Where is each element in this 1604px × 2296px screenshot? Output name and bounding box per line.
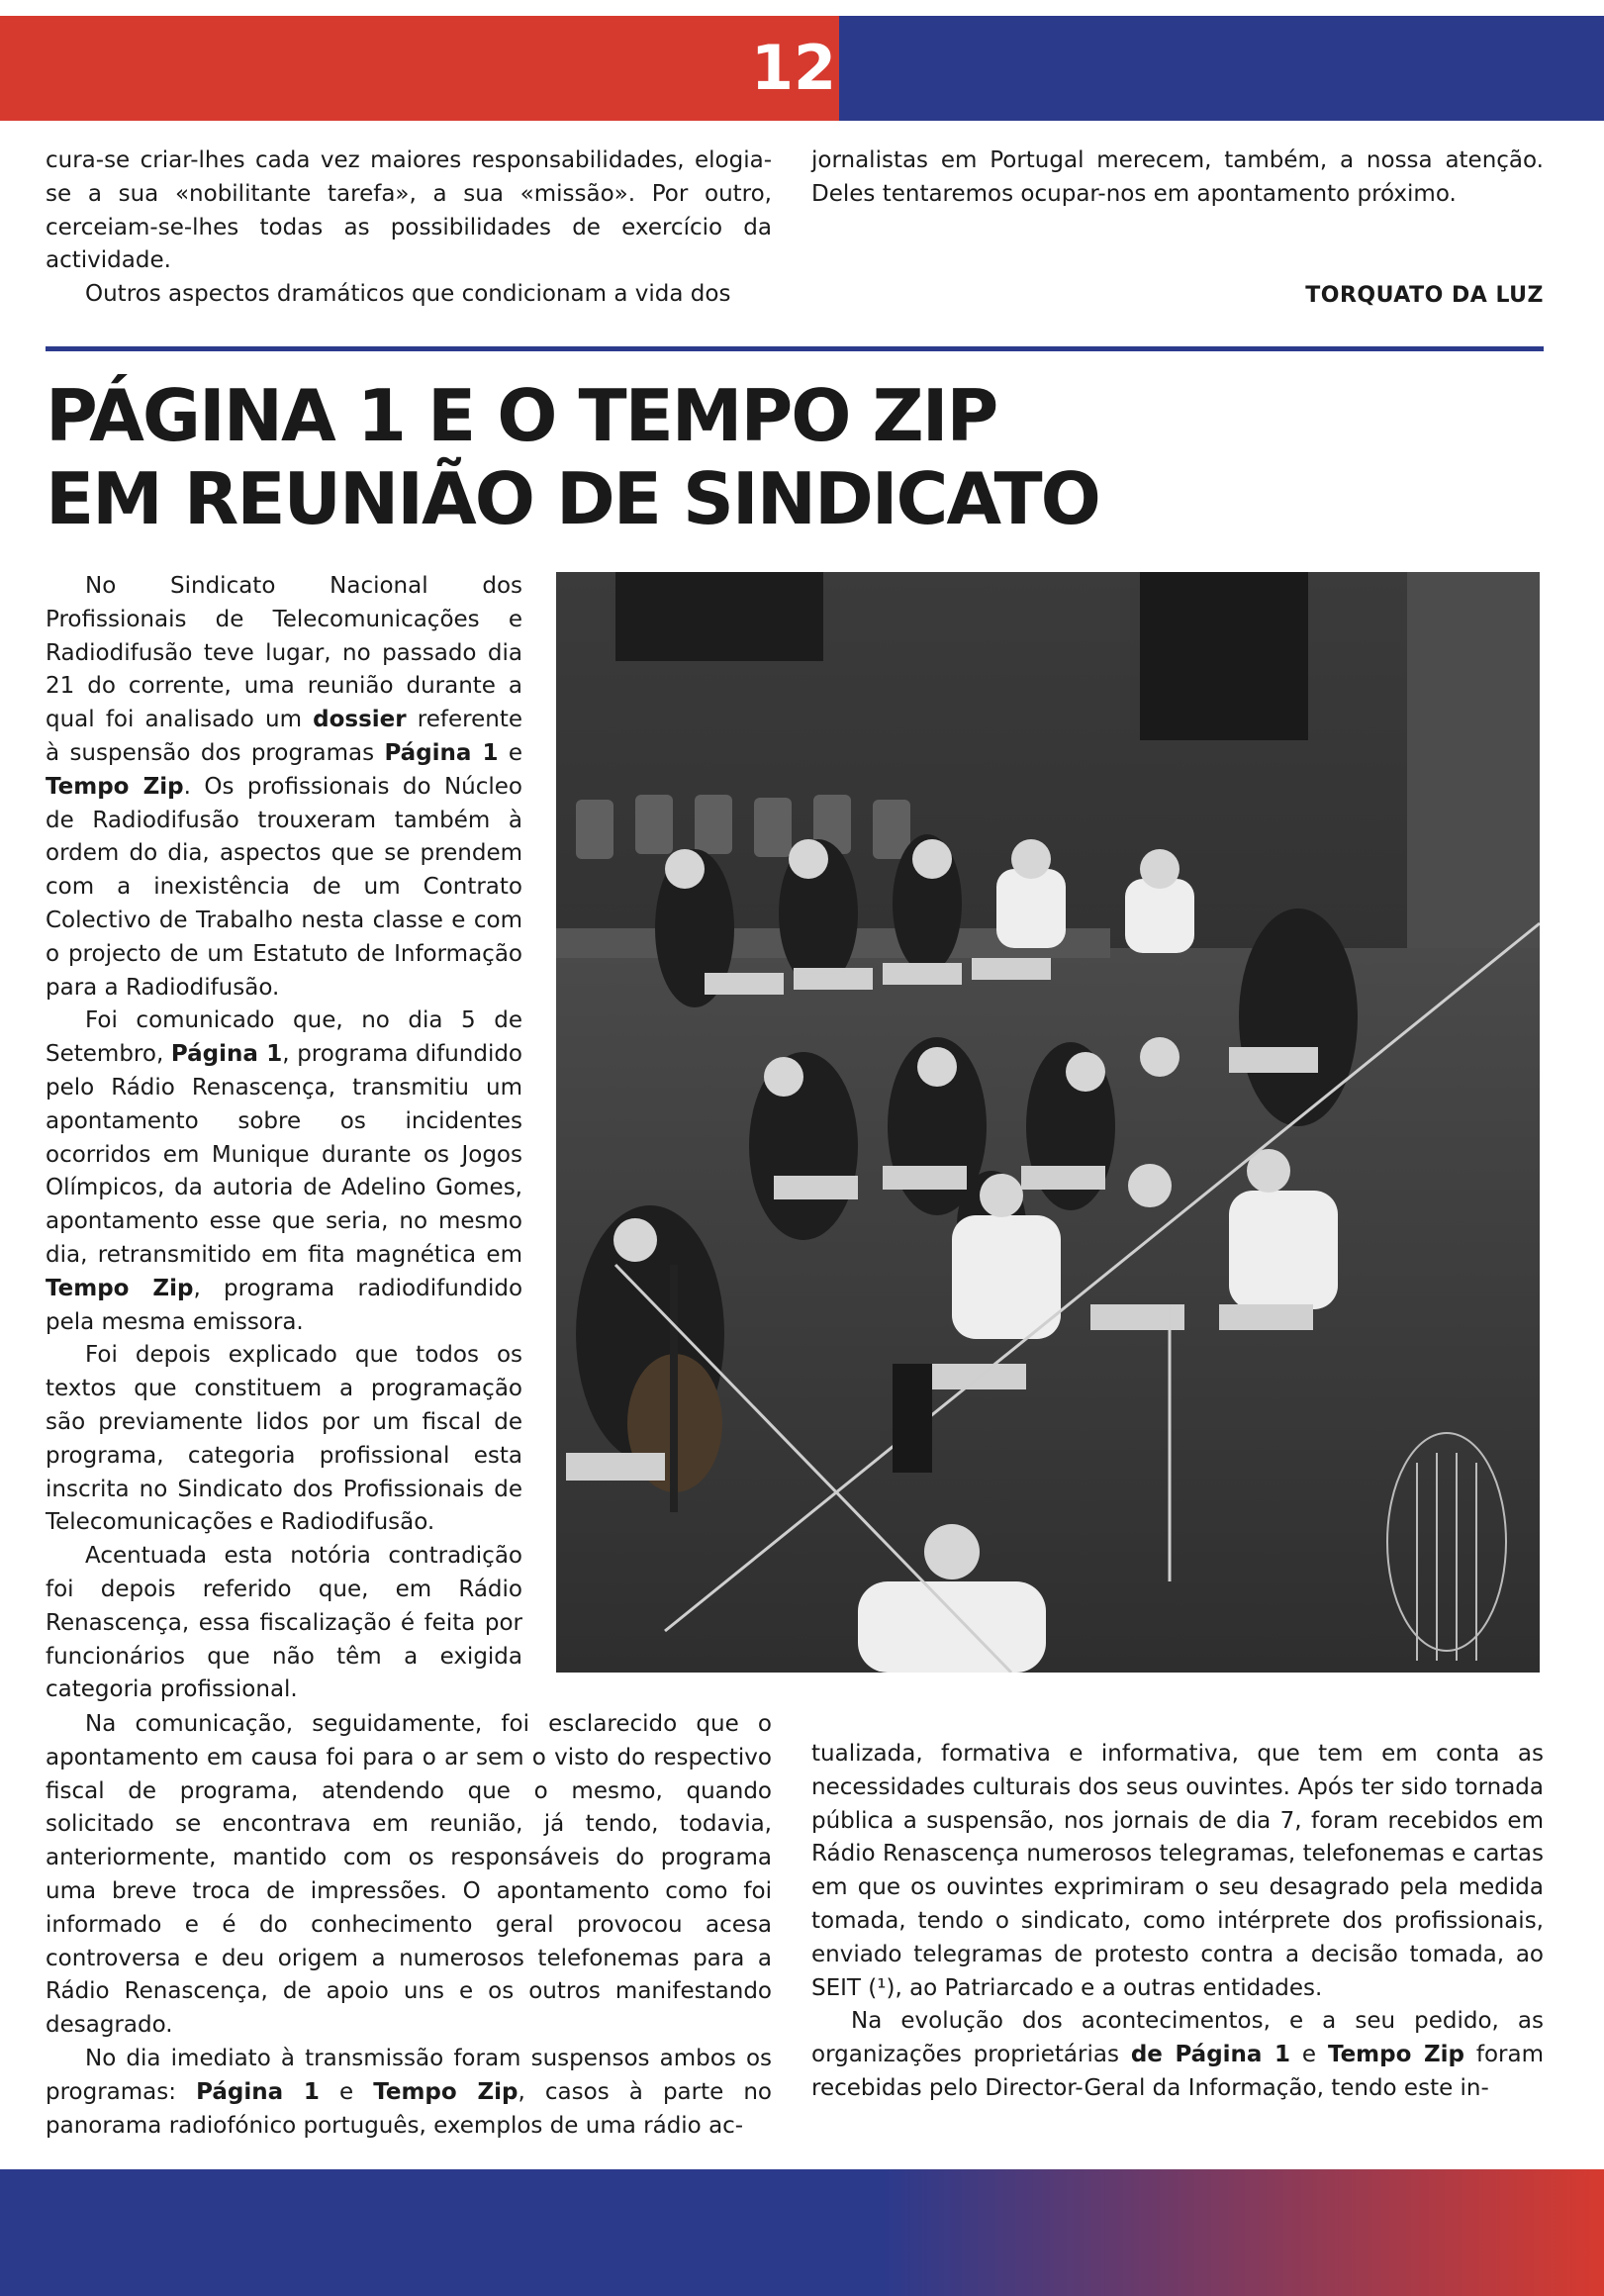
bold-run: Página 1	[384, 739, 499, 766]
article-left-column	[46, 570, 522, 1707]
orchestra-photo-illustration	[556, 572, 1540, 1673]
text-run: e	[319, 2078, 374, 2105]
paragraph	[811, 2005, 1544, 2105]
bold-run: Página 1	[196, 2078, 320, 2105]
article-right-column	[811, 1738, 1544, 2106]
footer-bar	[0, 2169, 1604, 2296]
top-right-column	[811, 144, 1544, 212]
bold-run: Tempo Zip	[373, 2078, 519, 2105]
text-run: e	[1290, 2042, 1328, 2068]
headline-line-2: EM REUNIÃO DE SINDICATO	[46, 457, 1099, 540]
header-bar-blue	[839, 16, 1604, 121]
article-headline	[46, 374, 1332, 540]
paragraph: Acentuada esta notória contradição foi depois referido que, em Rádio Renascença, essa fiscalização é feita por funcionários que não têm a exigida categoria profissional.	[46, 1543, 522, 1703]
text-run: No Sindicato Nacional dos Profissionais de Telecomunicações e Radiodifusão teve lugar, no passado dia 21 do corrente, uma reunião durante a qual foi analisado um	[46, 573, 522, 733]
paragraph: cura-se criar-lhes cada vez maiores responsabilidades, elogia-se a sua «nobilitante tarefa», a sua «missão». Por outro, cerceiam-se-lhes todas as possibilidades de exercício da actividade.	[46, 147, 772, 274]
paragraph: Na comunicação, seguidamente, foi esclarecido que o apontamento em causa foi para o ar sem o visto do respectivo fiscal de programa, atendendo que o mesmo, quando solicitado se encontrava em reunião, já tendo, todavia, anteriormente, mantido com os responsáveis do programa uma breve troca de impressões. O apontamento como foi informado e é do conhecimento geral provocou acesa controversa e deu origem a numerosos telefonemas para a Rádio Renascença, de apoio uns e os outros manifestando desagrado.	[46, 1711, 772, 2039]
paragraph: tualizada, formativa e informativa, que tem em conta as necessidades culturais dos seus ouvintes. Após ter sido tornada pública a suspensão, nos jornais de dia 7, foram recebidos em Rádio Renascença numerosos telegramas, telefonemas e cartas em que os ouvintes exprimiram o seu desagrado pela medida tomada, tendo o sindicato, como intérprete dos profissionais, enviado telegramas de protesto contra a decisão tomada, ao SEIT (¹), ao Patriarcado e a outras entidades.	[811, 1741, 1544, 2001]
text-run: , programa difundido pelo Rádio Renascença, transmitiu um apontamento sobre os incidentes ocorridos em Munique durante os Jogos Olímpicos, da autoria de Adelino Gomes, apontamento esse que seria, no mesmo dia, retransmitido em fita magnética em	[46, 1041, 523, 1268]
bold-run: Tempo Zip	[1327, 2042, 1464, 2068]
headline-line-1: PÁGINA 1 E O TEMPO ZIP	[46, 374, 997, 457]
bold-run: dossier	[313, 707, 407, 733]
header-bar-red	[0, 16, 839, 121]
bold-run: de Página 1	[1130, 2042, 1291, 2068]
paragraph	[46, 1004, 522, 1339]
author-byline: TORQUATO DA LUZ	[1305, 283, 1544, 308]
bold-run: Tempo Zip	[46, 1275, 194, 1301]
article-left-continued	[46, 1708, 772, 2143]
paragraph: Outros aspectos dramáticos que condicionam a vida dos	[85, 281, 731, 308]
bold-run: Tempo Zip	[46, 773, 184, 800]
text-run: , casos à parte no panorama radiofónico português, exemplos de uma rádio ac-	[46, 2078, 772, 2139]
paragraph	[46, 2043, 772, 2143]
text-run: , programa radiodifundido pela mesma emissora.	[46, 1275, 523, 1335]
page-number: 12	[750, 32, 837, 104]
top-left-column	[46, 144, 772, 312]
text-run: referente à suspensão dos programas	[46, 707, 522, 766]
section-divider	[46, 346, 1544, 351]
text-run: e	[498, 739, 523, 766]
text-run: . Os profissionais do Núcleo de Radiodifusão trouxeram também à ordem do dia, aspectos que se prendem com a inexistência de um Contrato Colectivo de Trabalho nesta classe e com o projecto de um Estatuto de Informação para a Radiodifusão.	[46, 773, 522, 1001]
paragraph	[46, 570, 522, 1004]
text-run: Na evolução dos acontecimentos, e a seu pedido, as organizações proprietárias	[811, 2008, 1544, 2068]
orchestra-photo	[556, 572, 1540, 1673]
paragraph: jornalistas em Portugal merecem, também, a nossa atenção. Deles tentaremos ocupar-nos em apontamento próximo.	[811, 147, 1544, 207]
paragraph: Foi depois explicado que todos os textos que constituem a programação são previamente lidos por um fiscal de programa, categoria profissional esta inscrita no Sindicato dos Profissionais de Telecomunicações e Radiodifusão.	[46, 1342, 522, 1536]
text-run: foram recebidas pelo Director-Geral da Informação, tendo este in-	[811, 2042, 1544, 2101]
bold-run: Página 1	[170, 1041, 283, 1068]
text-run: No dia imediato à transmissão foram suspensos ambos os programas:	[46, 2045, 772, 2105]
text-run: Foi comunicado que, no dia 5 de Setembro,	[46, 1007, 522, 1068]
